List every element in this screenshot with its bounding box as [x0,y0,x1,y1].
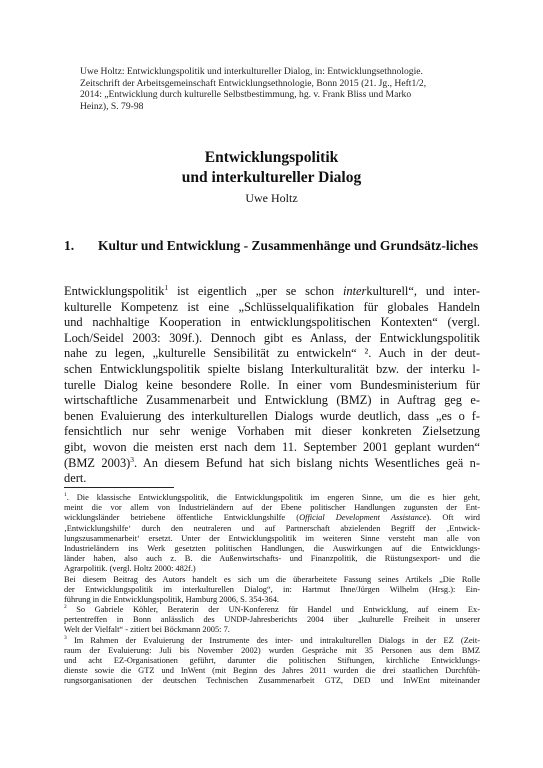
citation-line: Heinz), S. 79-98 [80,100,144,112]
section-title-text: Kultur und Entwicklung - Zusammenhänge und Grundsätz-liches [98,238,479,253]
footnote-line: und acht EZ-Organisationen geführt, darunter die politischen Stiftungen, kirchliche Entwicklungs- [64,656,480,665]
footnote-line: raum der Evaluierung: Juli bis November 2002) wurden Gespräche mit 35 Personen aus dem BMZ [64,645,480,655]
title-line-1: Entwicklungspolitik [204,149,339,166]
body-line: nahe zu legen, „kulturelle Sensibilität zu entwickeln“ ². Auch in der deut- [64,346,480,361]
footnote-line: Industrieländern ins Werk gesetzten politischen Handlungen, die Auswirkungen auf die Entwicklungs- [64,543,480,553]
footnote-line: Agrarpolitik. (vergl. Holtz 2000: 482f.) [64,564,196,574]
body-paragraph [64,284,480,487]
footnote-text: wicklungsländer betriebene öffentliche Entwicklungshilfe ( [64,513,300,523]
body-line [64,284,480,300]
footnote-line: lungszusammenarbeit‘ ersetzt. Unter der Entwicklungspolitik im weiteren Sinne versteht man alle von [64,533,480,543]
footnote-separator [64,487,174,488]
footnote-line [64,636,480,646]
footnote-ref-3[interactable]: 3 [130,454,135,464]
footnote-line [64,605,480,615]
author-name: Uwe Holtz [245,191,298,205]
body-line: und nachhaltige Kooperation in entwicklungspolitischen Kontexten“ (vergl. [64,315,480,330]
body-line: wirtschaftliche Zusammenarbeit und Entwicklung (BMZ) in Auftrag geg e- [64,393,480,408]
footnote-text: ). Oft wird [426,513,480,523]
footnote-line: pertentreffen in Bonn anlässlich des UNDP-Jahresberichts 2004 über „kulturelle Freiheit in unserer [64,615,480,625]
footnote-line: dienste sowie die GTZ und InWent (mit Beginn des Jahres 2011 wurden die drei staatlichen Durchfüh- [64,666,480,676]
footnote-line: der Entwicklungspolitik im interkulturellen Dialog“, in: Hartmut Ihne/Jürgen Wilhelm (Hrsg.): Ein- [64,584,480,594]
footnote-text: Im Rahmen der Evaluierung der Instrumente des inter- und intrakulturellen Dialogs in der EZ (Zeit- [66,635,480,645]
citation-line: Zeitschrift der Arbeitsgemeinschaft Entwicklungsethnologie, Bonn 2015 (21. Jg., Heft1/2, [80,77,427,89]
body-text-span: kulturell“, und inter- [366,284,480,298]
footnote-marker: 1 [64,492,67,499]
citation-line: 2014: „Entwicklung durch kulturelle Selbstbestimmung, hg. v. Frank Bliss und Marko [80,89,412,101]
footnote-line: Welt der Vielfalt“ - zitiert bei Böckmann 2005: 7. [64,625,230,635]
title-line-2: und interkultureller Dialog [181,169,362,186]
footnote-line: führung in die Entwicklungspolitik, Hamburg 2006, S. 354-364. [64,594,280,604]
footnote-line: ‚Entwicklungshilfe‘ durch den neutraleren und auf Partnerschaft abzielenden Begriff der ‚Entwick- [64,523,480,533]
italic-text: inter [342,284,367,298]
footnote-line: meint die vor allem von Industrieländern auf der Ebene politischer Handlungen zugunsten der Ent- [64,503,480,513]
italic-text: Official Development Assistance [299,513,427,523]
section-heading [64,236,484,255]
footnote-text: . Die klassische Entwicklungspolitik, die Entwicklungspolitik im engeren Sinne, um die es hier geht, [66,493,480,502]
body-text-span: . An diesem Befund hat sich bislang nichts Wesentliches geä n- [134,455,481,470]
citation-line: Uwe Holtz: Entwicklungspolitik und interkultureller Dialog, in: Entwicklungsethnologie. [80,66,423,77]
body-line: turelle Dialog keine besondere Rolle. In einer vom Bundesministerium für [64,377,480,392]
footnote-line: rungsorganisationen der deutschen Technischen Zusammenarbeit GTZ, DED und InWEnt miteinander [64,676,480,686]
footnote-marker: 2 [64,604,67,611]
footnote-marker: 3 [64,634,67,641]
body-line: kulturelle Kompetenz ist eine „Schlüsselqualifikation für globales Handeln [64,299,480,314]
body-text-span: (BMZ 2003) [64,455,131,470]
paper-title [0,148,543,188]
section-title [98,236,484,255]
body-text-span: ist eigentlich „per se schon [168,284,343,298]
footnote-line [64,493,480,503]
body-line: benen Evaluierung des interkulturellen Dialogs wurde deutlich, dass „es o f- [64,408,480,423]
body-line: fensichtlich nur sehr wenige Vorhaben mit dieser konkreten Zielsetzung [64,424,480,439]
footnotes [64,493,480,687]
body-line: dert. [64,471,87,486]
body-text-span: Entwicklungspolitik [64,284,165,298]
body-line: Loch/Seidel 2003: 309f.). Dennoch gibt es Anlass, der Entwicklungspolitik [64,330,480,345]
footnote-text: So Gabriele Köhler, Beraterin der UN-Konferenz für Handel und Entwicklung, auf einem Ex- [66,605,480,615]
citation-header [80,66,480,112]
footnote-line: länder haben, also auch z. B. die Außenwirtschafts- und Finanzpolitik, die Rüstungsexport- und die [64,554,480,564]
body-line [64,456,480,472]
footnote-line: Bei diesem Beitrag des Autors handelt es sich um die überarbeitete Fassung seines Artikels „Die Rolle [64,574,480,584]
footnote-line [64,513,480,523]
footnote-ref-1[interactable]: 1 [164,282,169,292]
body-line: gibt, wovon die meisten erst nach dem 11. September 2001 geplant wurden“ [64,439,480,454]
section-number: 1. [64,238,75,253]
body-line: schen Entwicklungspolitik spielte bislang Interkulturalität bzw. der interku l- [64,361,480,376]
